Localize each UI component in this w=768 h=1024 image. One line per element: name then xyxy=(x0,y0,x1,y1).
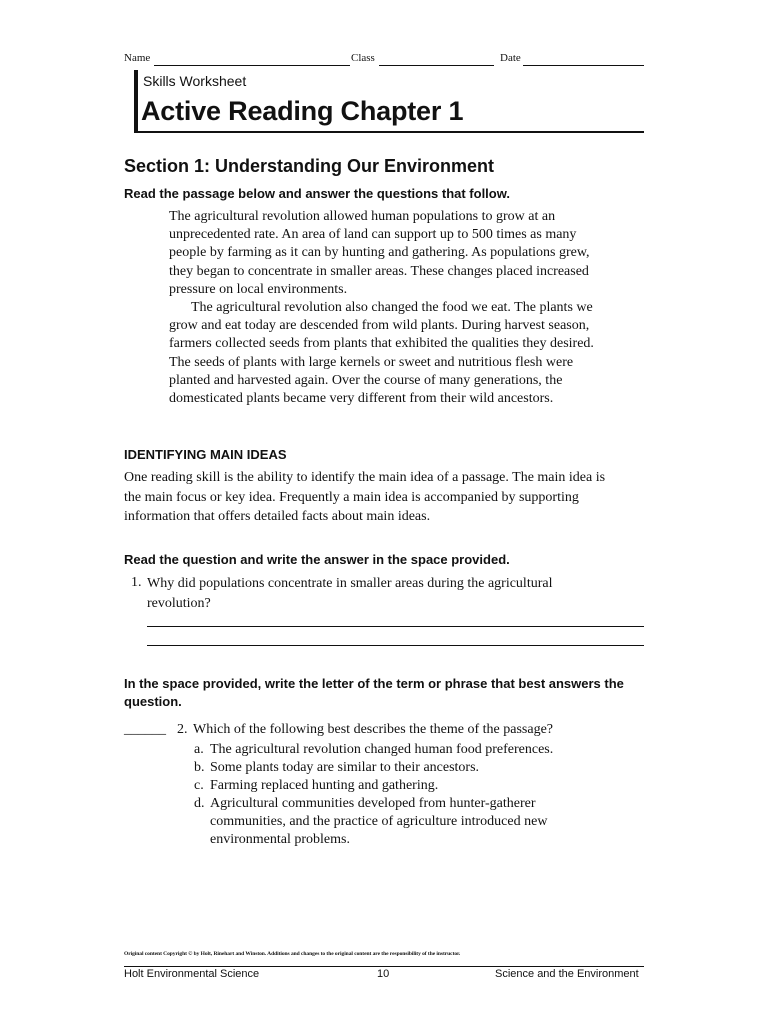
reading-passage xyxy=(169,208,594,408)
option-text-d: Agricultural communities developed from hunter-gatherer communities, and the practice of agriculture introduced new environmental problems. xyxy=(210,796,548,847)
name-label: Name xyxy=(124,52,151,64)
footer-book-title: Holt Environmental Science xyxy=(124,968,260,980)
question2-text: Which of the following best describes the theme of the passage? xyxy=(193,722,553,737)
class-label: Class xyxy=(351,52,375,64)
question1-instruction: Read the question and write the answer in the space provided. xyxy=(124,552,510,567)
page-title: Active Reading Chapter 1 xyxy=(141,96,464,126)
answer-line[interactable] xyxy=(147,645,644,646)
option-letter-c: c. xyxy=(194,778,204,793)
name-field[interactable] xyxy=(154,65,350,66)
title-rule xyxy=(134,131,644,133)
answer-line[interactable] xyxy=(147,626,644,627)
option-text-a: The agricultural revolution changed human food preferences. xyxy=(210,742,554,757)
title-bar xyxy=(134,70,138,132)
footer-chapter-title: Science and the Environment xyxy=(495,968,639,980)
passage-instruction: Read the passage below and answer the questions that follow. xyxy=(124,186,510,201)
question1-number: 1. xyxy=(131,575,142,590)
student-info-header xyxy=(124,52,644,68)
copyright-notice: Original content Copyright © by Holt, Rinehart and Winston. Additions and changes to the original content are the responsibility of the instructor. xyxy=(124,951,461,957)
skill-description xyxy=(124,468,624,527)
option-text-c: Farming replaced hunting and gathering. xyxy=(210,778,439,793)
skill-heading: IDENTIFYING MAIN IDEAS xyxy=(124,447,287,462)
question1-text: Why did populations concentrate in smaller areas during the agricultural revolution? xyxy=(147,576,553,611)
question2-instruction: In the space provided, write the letter of the term or phrase that best answers the question. xyxy=(124,676,624,709)
worksheet-series: Skills Worksheet xyxy=(143,73,247,89)
option-letter-d: d. xyxy=(194,796,205,811)
passage-paragraph: The agricultural revolution also changed the food we eat. The plants we grow and eat today are descended from wild plants. During harvest season, farmers collected seeds from plants that exhibited the qualities they desired. The seeds of plants with large kernels or sweet and nutritious flesh were planted and harvested again. Over the course of many generations, the domesticated plants became very different from their wild ancestors. xyxy=(169,300,594,407)
section-heading: Section 1: Understanding Our Environment xyxy=(124,156,495,176)
page-number: 10 xyxy=(377,968,390,980)
passage-paragraph: The agricultural revolution allowed human populations to grow at an unprecedented rate. An area of land can support up to 500 times as many people by farming as it can by hunting and gathering. As populations grew, they began to concentrate in smaller areas. These changes placed increased pressure on local environments. xyxy=(169,209,590,297)
option-letter-b: b. xyxy=(194,760,205,775)
class-field[interactable] xyxy=(379,65,494,66)
question2-number: 2. xyxy=(177,722,188,737)
skill-text: One reading skill is the ability to identify the main idea of a passage. The main idea is the main focus or key idea. Frequently a main idea is accompanied by supporting information that offers detailed facts about main ideas. xyxy=(124,470,606,525)
footer-rule xyxy=(124,966,644,967)
option-text-b: Some plants today are similar to their ancestors. xyxy=(210,760,480,775)
date-label: Date xyxy=(500,52,521,64)
answer-blank[interactable]: ______ xyxy=(124,722,166,737)
option-letter-a: a. xyxy=(194,742,204,757)
date-field[interactable] xyxy=(523,65,644,66)
